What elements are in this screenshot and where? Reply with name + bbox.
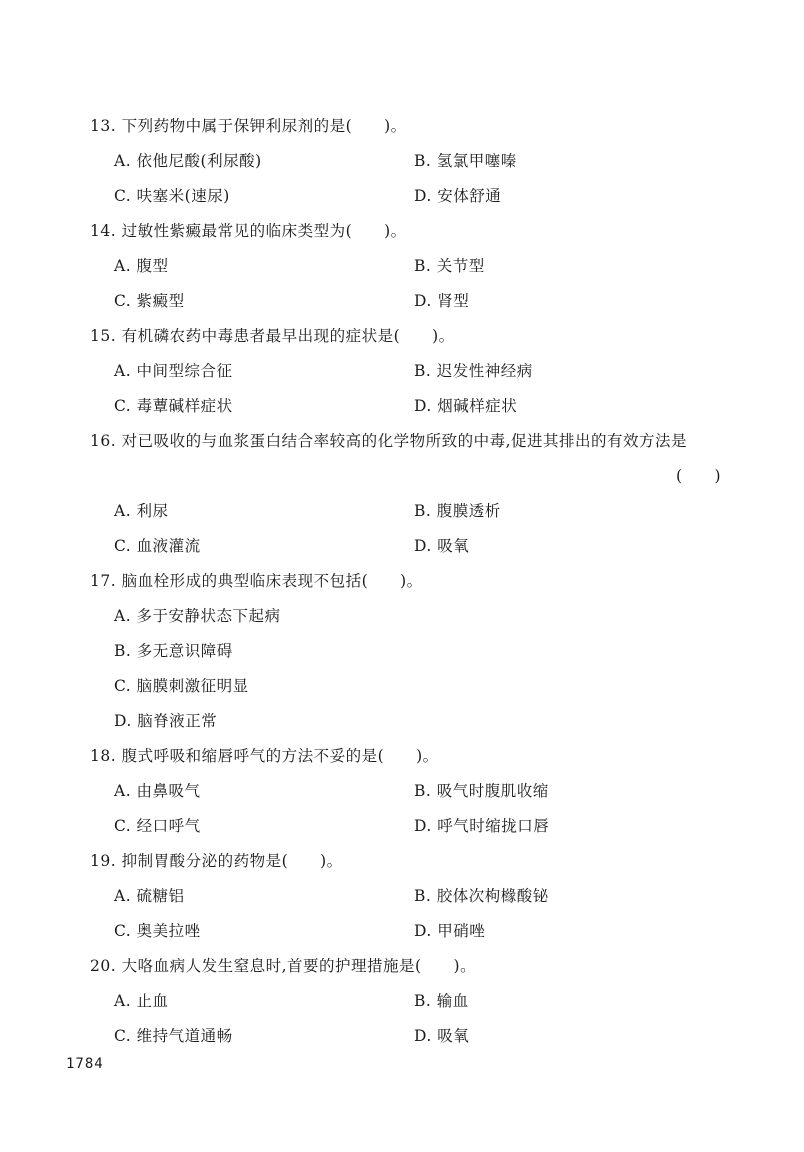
question-19-option-b: B. 胶体次枸橼酸铋 [414, 887, 549, 905]
question-17-stem: 17. 脑血栓形成的典型临床表现不包括( )。 [90, 572, 423, 590]
question-20-option-c: C. 维持气道通畅 [114, 1027, 233, 1045]
question-14-option-a: A. 腹型 [114, 257, 169, 275]
question-18-stem: 18. 腹式呼吸和缩唇呼气的方法不妥的是( )。 [90, 747, 439, 765]
question-18-option-a: A. 由鼻吸气 [114, 782, 201, 800]
question-19-option-c: C. 奥美拉唑 [114, 922, 201, 940]
question-13-option-c: C. 呋塞米(速尿) [114, 187, 230, 205]
question-15-option-b: B. 迟发性神经病 [414, 362, 533, 380]
question-15-option-a: A. 中间型综合征 [114, 362, 233, 380]
question-17-option-a: A. 多于安静状态下起病 [114, 607, 281, 625]
question-13-option-d: D. 安体舒通 [414, 187, 502, 205]
question-15-option-d: D. 烟碱样症状 [414, 397, 518, 415]
question-20-option-b: B. 输血 [414, 992, 469, 1010]
question-16-stem: 16. 对已吸收的与血浆蛋白结合率较高的化学物所致的中毒,促进其排出的有效方法是 [90, 432, 688, 450]
question-19-option-d: D. 甲硝唑 [414, 922, 486, 940]
question-18-option-d: D. 呼气时缩拢口唇 [414, 817, 550, 835]
question-17-option-b: B. 多无意识障碍 [114, 642, 233, 660]
question-15-stem: 15. 有机磷农药中毒患者最早出现的症状是( )。 [90, 327, 455, 345]
question-20-option-d: D. 吸氧 [414, 1027, 470, 1045]
question-18-option-c: C. 经口呼气 [114, 817, 201, 835]
question-16-option-a: A. 利尿 [114, 502, 169, 520]
question-15-option-c: C. 毒蕈碱样症状 [114, 397, 233, 415]
question-19-stem: 19. 抑制胃酸分泌的药物是( )。 [90, 852, 343, 870]
question-13-option-a: A. 依他尼酸(利尿酸) [114, 152, 262, 170]
page-number: 1784 [66, 1056, 104, 1072]
question-16-option-b: B. 腹膜透析 [414, 502, 501, 520]
question-14-option-d: D. 肾型 [414, 292, 470, 310]
question-16-option-c: C. 血液灌流 [114, 537, 201, 555]
question-17-option-c: C. 脑膜刺激征明显 [114, 677, 249, 695]
question-14-option-c: C. 紫癜型 [114, 292, 185, 310]
question-16-answer-paren: ( ) [676, 467, 722, 485]
question-20-option-a: A. 止血 [114, 992, 169, 1010]
question-18-option-b: B. 吸气时腹肌收缩 [414, 782, 549, 800]
question-20-stem: 20. 大咯血病人发生窒息时,首要的护理措施是( )。 [90, 957, 477, 975]
question-17-option-d: D. 脑脊液正常 [114, 712, 218, 730]
question-16-option-d: D. 吸氧 [414, 537, 470, 555]
question-14-stem: 14. 过敏性紫癜最常见的临床类型为( )。 [90, 222, 407, 240]
question-14-option-b: B. 关节型 [414, 257, 485, 275]
question-13-option-b: B. 氢氯甲噻嗪 [414, 152, 517, 170]
question-19-option-a: A. 硫糖铝 [114, 887, 185, 905]
question-13-stem: 13. 下列药物中属于保钾利尿剂的是( )。 [90, 117, 407, 135]
